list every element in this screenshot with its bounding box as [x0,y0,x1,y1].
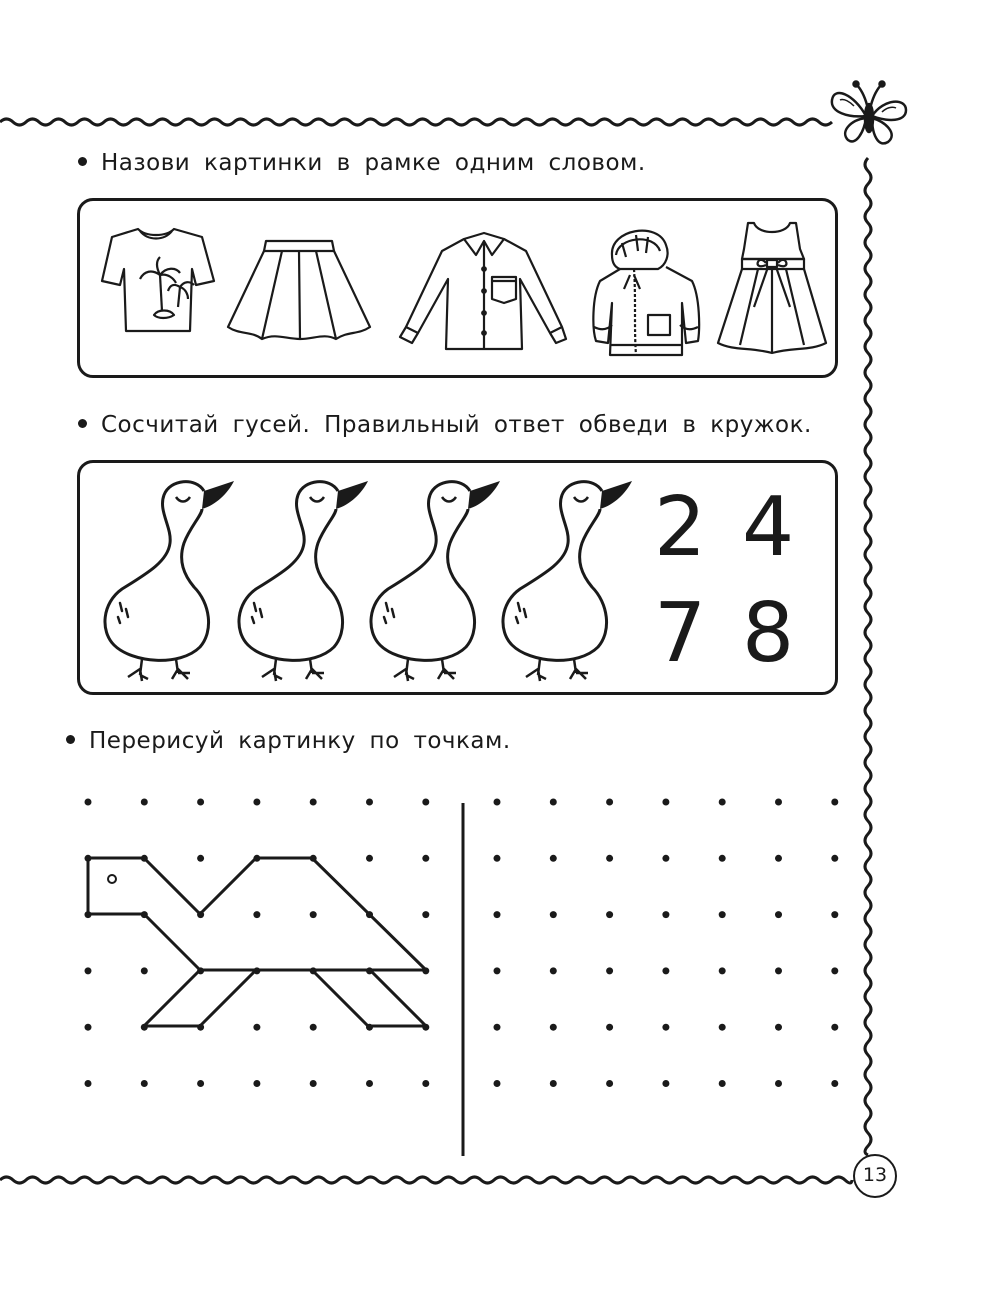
grid-dot [253,1024,260,1031]
grid-dot[interactable] [831,1080,838,1087]
grid-dot[interactable] [550,1080,557,1087]
grid-dot[interactable] [719,967,726,974]
grid-dot[interactable] [494,1080,501,1087]
grid-dot[interactable] [719,1080,726,1087]
grid-dot[interactable] [494,799,501,806]
grid-dot[interactable] [662,1024,669,1031]
grid-dot [422,1080,429,1087]
grid-dot [141,855,148,862]
grid-dot [422,1024,429,1031]
grid-dot [253,799,260,806]
grid-dot [366,911,373,918]
turtle-sample-drawing [88,858,426,1026]
grid-dot[interactable] [606,1024,613,1031]
grid-dot[interactable] [775,855,782,862]
grid-dot [422,967,429,974]
task-2-text: Сосчитай гусей. Правильный ответ обведи в кружок. [101,412,812,438]
grid-dot [422,855,429,862]
answer-option[interactable]: 2 [654,480,707,575]
grid-dot [141,799,148,806]
grid-dot [85,967,92,974]
grid-dot [310,855,317,862]
grid-dot [310,911,317,918]
grid-dot[interactable] [719,911,726,918]
grid-dot[interactable] [831,1024,838,1031]
grid-dot [197,911,204,918]
grid-dot [422,799,429,806]
answer-option[interactable]: 7 [654,586,707,681]
page-number: 13 [853,1154,897,1198]
grid-dot [85,911,92,918]
grid-dot [310,1024,317,1031]
grid-dot[interactable] [831,799,838,806]
grid-dot[interactable] [606,1080,613,1087]
grid-dot [366,855,373,862]
grid-dot [85,855,92,862]
grid-dot [197,1024,204,1031]
grid-dot [85,1080,92,1087]
grid-dot [422,911,429,918]
grid-dot [366,1080,373,1087]
grid-dot[interactable] [550,911,557,918]
answer-option[interactable]: 8 [742,586,795,681]
task-3-text: Перерисуй картинку по точкам. [89,728,511,754]
grid-dot [141,1080,148,1087]
grid-dot [253,967,260,974]
grid-dot[interactable] [606,799,613,806]
grid-dot[interactable] [831,967,838,974]
grid-dot[interactable] [494,911,501,918]
grid-dot [85,799,92,806]
grid-dot [366,799,373,806]
turtle-eye [108,875,116,883]
grid-dot [85,1024,92,1031]
grid-dot[interactable] [775,1080,782,1087]
grid-dot[interactable] [550,855,557,862]
grid-dot[interactable] [775,967,782,974]
grid-dot [253,911,260,918]
answer-option[interactable]: 4 [742,480,795,575]
grid-dot[interactable] [550,967,557,974]
grid-dot[interactable] [550,799,557,806]
grid-dot [366,1024,373,1031]
grid-dot[interactable] [662,799,669,806]
grid-dot [197,799,204,806]
grid-dot[interactable] [662,967,669,974]
grid-dot [310,1080,317,1087]
grid-dot[interactable] [494,967,501,974]
grid-dot[interactable] [494,855,501,862]
task-1-text: Назови картинки в рамке одним словом. [101,150,646,176]
grid-dot[interactable] [550,1024,557,1031]
grid-dot [197,855,204,862]
grid-dot [197,1080,204,1087]
grid-dot[interactable] [719,799,726,806]
grid-dot[interactable] [662,1080,669,1087]
grid-dot [141,1024,148,1031]
grid-dot [253,855,260,862]
grid-dot[interactable] [606,967,613,974]
grid-dot[interactable] [662,911,669,918]
grid-dot [310,799,317,806]
grid-dot [141,911,148,918]
grid-dot[interactable] [606,911,613,918]
grid-dot[interactable] [831,911,838,918]
grid-dot [253,1080,260,1087]
grid-dot[interactable] [775,1024,782,1031]
grid-dot[interactable] [719,1024,726,1031]
grid-dot[interactable] [775,799,782,806]
grid-dot [197,967,204,974]
grid-dot [141,967,148,974]
grid-dot[interactable] [831,855,838,862]
grid-dot[interactable] [775,911,782,918]
grid-dot[interactable] [494,1024,501,1031]
grid-dot [310,967,317,974]
grid-dot[interactable] [719,855,726,862]
grid-dot[interactable] [606,855,613,862]
grid-dot[interactable] [662,855,669,862]
grid-dot [366,967,373,974]
